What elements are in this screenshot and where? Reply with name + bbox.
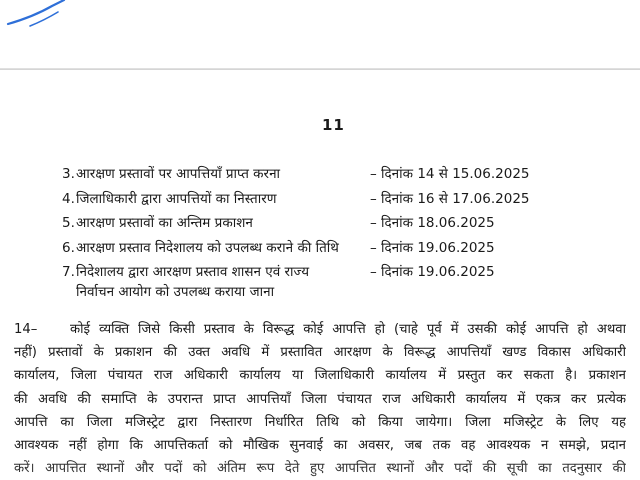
paragraph-line: करें। आपत्तित स्थानों और पदों को अंतिम रूप देते हुए आपत्तित स्थानों और पदों की सूची का तदनुसार की xyxy=(14,461,626,477)
page-number: 11 xyxy=(322,116,345,134)
paragraph-line: नहीं) प्रस्तावों के प्रकाशन की उक्त अवधि में प्रस्तावित आरक्षण के विरूद्ध आपत्तियाँ खण्ड विकास अधिकारी xyxy=(14,345,626,361)
schedule-item-dash: – xyxy=(370,215,377,231)
schedule-item-text: निदेशालय द्वारा आरक्षण प्रस्ताव शासन एवं राज्य xyxy=(76,264,310,280)
schedule-item-dash: – xyxy=(370,264,377,280)
schedule-item-number: 5. xyxy=(62,215,75,231)
schedule-item-number: 3. xyxy=(62,166,75,182)
schedule-list xyxy=(62,162,622,303)
page-separator xyxy=(0,68,640,70)
schedule-item-text: जिलाधिकारी द्वारा आपत्तियों का निस्तारण xyxy=(76,190,277,207)
signature-mark xyxy=(0,0,80,30)
schedule-item-text-continued: निर्वाचन आयोग को उपलब्ध कराया जाना xyxy=(76,284,275,300)
clause-number: 14– xyxy=(14,322,38,337)
schedule-item-date: दिनांक 19.06.2025 xyxy=(381,264,495,280)
paragraph-line-text: कोई व्यक्ति जिसे किसी प्रस्ताव के विरूद्ध कोई आपत्ति हो (चाहे पूर्व में उसकी कोई आपत्ति हो अथवा xyxy=(70,322,626,337)
schedule-item-text: आरक्षण प्रस्तावों पर आपत्तियाँ प्राप्त करना xyxy=(76,166,281,182)
clause-paragraph xyxy=(14,318,626,480)
schedule-item xyxy=(62,162,622,187)
schedule-item-date: दिनांक 16 से 17.06.2025 xyxy=(381,190,530,207)
schedule-item-number: 7. xyxy=(62,264,75,280)
schedule-item-dash: – xyxy=(370,166,377,182)
schedule-item-date: दिनांक 18.06.2025 xyxy=(381,215,495,231)
schedule-item xyxy=(62,187,622,212)
schedule-item xyxy=(62,211,622,236)
paragraph-line: आवश्यक नहीं होगा कि आपत्तिकर्ता को मौखिक सुनवाई का अवसर, जब तक वह आवश्यक न समझे, प्रदान xyxy=(14,437,626,453)
schedule-item-number: 4. xyxy=(62,190,75,207)
schedule-item-text: आरक्षण प्रस्ताव निदेशालय को उपलब्ध कराने की तिथि xyxy=(76,239,339,256)
paragraph-line: की अवधि की समाप्ति के उपरान्त प्राप्त आपत्तियाँ जिला पंचायत राज अधिकारी कार्यालय में एकत्र कर प्रत्येक xyxy=(14,391,626,407)
schedule-item-dash: – xyxy=(370,190,377,207)
paragraph-line xyxy=(14,318,626,341)
schedule-item xyxy=(62,260,622,303)
schedule-item-date: दिनांक 19.06.2025 xyxy=(381,239,495,256)
schedule-item-number: 6. xyxy=(62,239,75,256)
paragraph-line: कार्यालय, जिला पंचायत राज अधिकारी कार्यालय या जिलाधिकारी कार्यालय में प्रस्तुत कर सकता है। प्रकाशन xyxy=(14,368,626,384)
schedule-item-dash: – xyxy=(370,239,377,256)
schedule-item-text: आरक्षण प्रस्तावों का अन्तिम प्रकाशन xyxy=(76,215,253,231)
schedule-item xyxy=(62,236,622,261)
schedule-item-date: दिनांक 14 से 15.06.2025 xyxy=(381,166,530,182)
paragraph-line: आपत्ति का जिला मजिस्ट्रेट द्वारा निस्तारण निर्धारित तिथि को किया जायेगा। जिला मजिस्ट्रेट के लिए यह xyxy=(14,414,626,430)
